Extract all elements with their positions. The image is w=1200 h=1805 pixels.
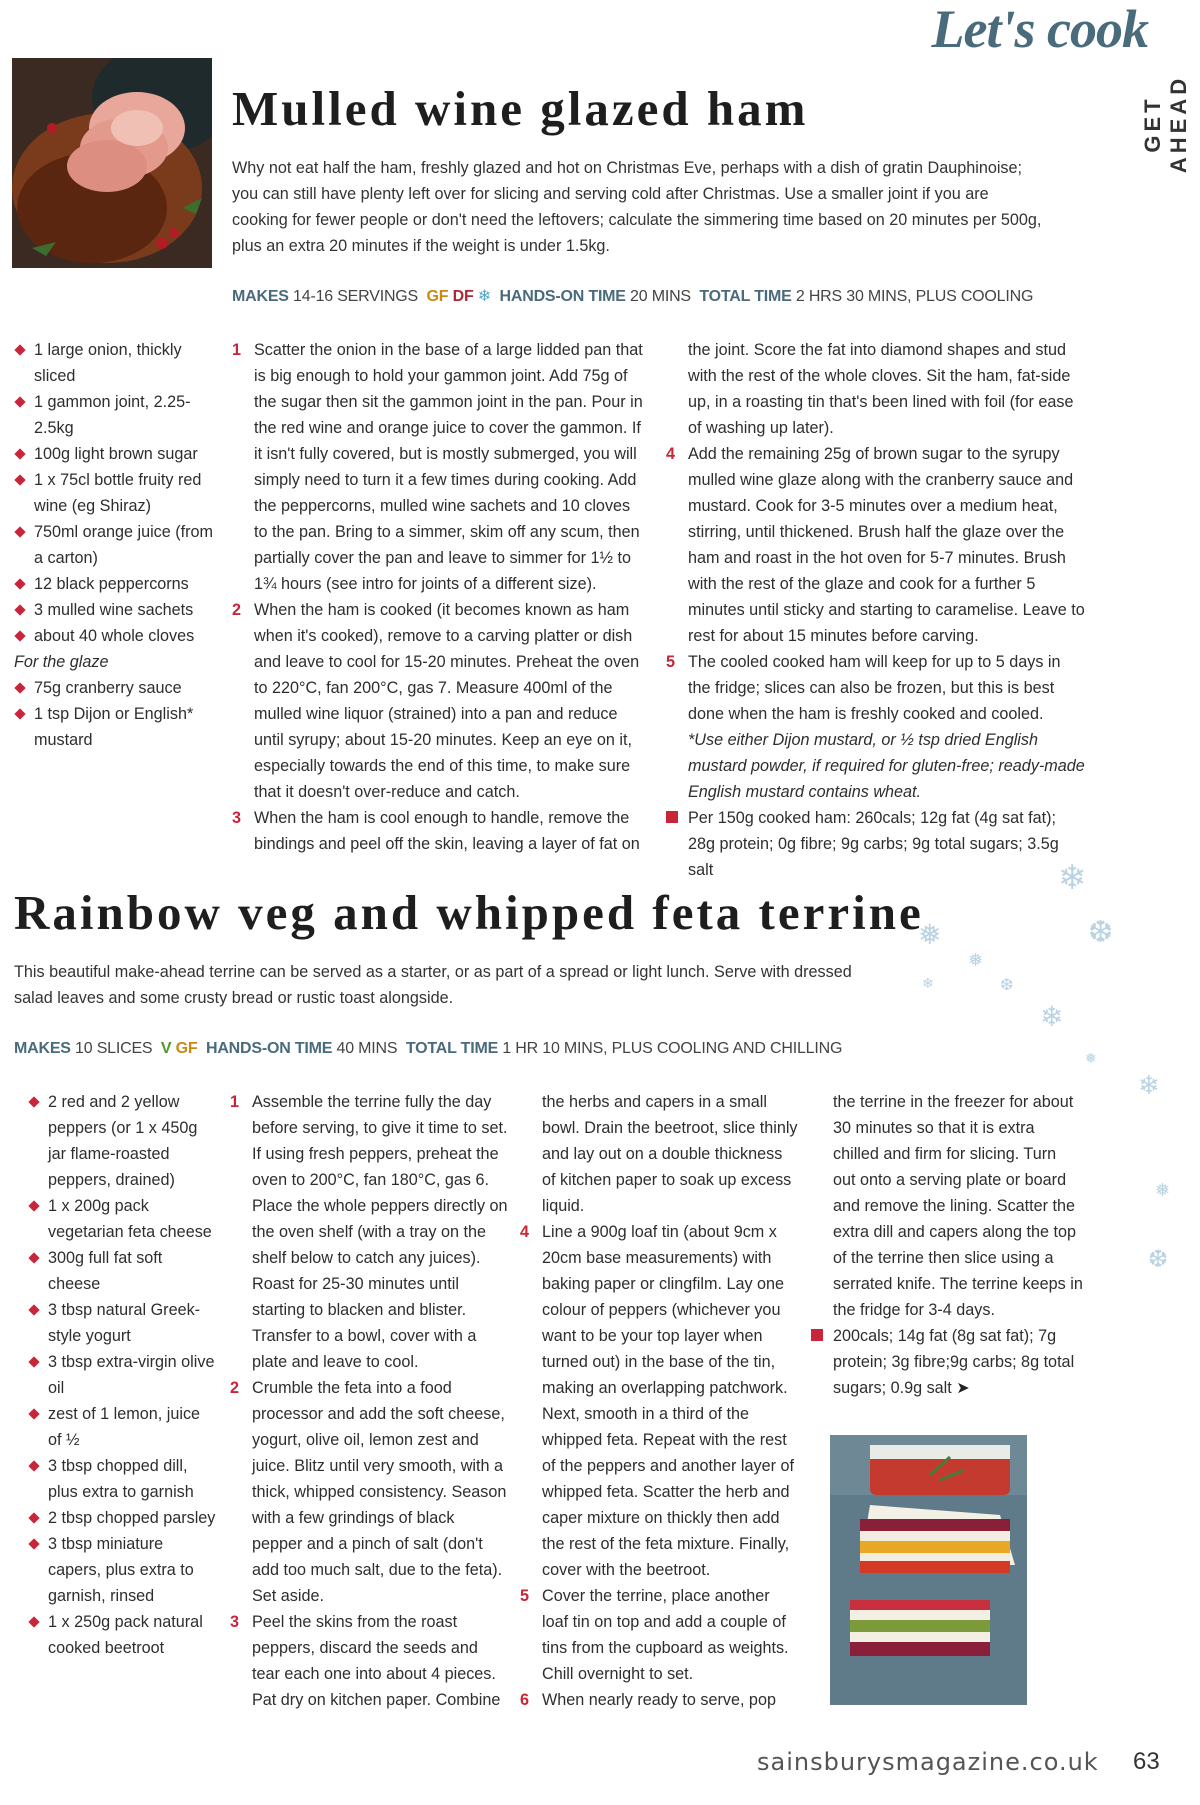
step-text: When the ham is cooked (it becomes known as ham when it's cooked), remove to a carving platter or dish and leave to cool for 15-20 minutes. Preheat the oven to 220°C, fan 200°C, gas 7. Measure 400ml of the mulled wine liquor (strained) into a pan and reduce until syrupy; about 15-20 minutes. Keep an eye on it, especially towards the end of this time, to make sure that it doesn't over-reduce and catch. — [254, 601, 640, 801]
method-step — [230, 1089, 508, 1375]
dairy-free-badge: DF — [452, 288, 474, 305]
recipe1-method-col1 — [232, 337, 644, 857]
nutrition-info — [811, 1323, 1083, 1401]
footer-url: sainsburysmagazine.co.uk — [757, 1748, 1099, 1776]
ingredient-item: 1 tsp Dijon or English* mustard — [14, 701, 214, 753]
recipe2-method-col3 — [811, 1089, 1083, 1401]
magazine-section-brand: Let's cook — [931, 0, 1148, 59]
step-text: The cooled cooked ham will keep for up to 5 days in the fridge; slices can also be frozen, but this is best done when the ham is freshly cooked and cooled. — [688, 653, 1061, 723]
ingredient-item: 1 x 200g pack vegetarian feta cheese — [28, 1193, 218, 1245]
nutrition-text: Per 150g cooked ham: 260cals; 12g fat (4g sat fat); 28g protein; 0g fibre; 9g carbs; 9g total sugars; 3.5g salt — [688, 809, 1059, 879]
method-step — [520, 1583, 798, 1687]
snowflake-decoration-icon: ❅ — [1155, 1180, 1171, 1200]
step-number: 2 — [230, 1379, 240, 1397]
ingredient-item: 750ml orange juice (from a carton) — [14, 519, 214, 571]
nutrition-info — [666, 805, 1086, 883]
recipe2-title: Rainbow veg and whipped feta terrine — [14, 885, 924, 940]
method-steps — [232, 337, 644, 857]
terrine-photo — [830, 1435, 1027, 1705]
nutrition-marker-icon — [811, 1329, 823, 1341]
recipe2-meta — [14, 1040, 842, 1058]
method-step — [232, 597, 644, 805]
ingredient-item: 100g light brown sugar — [14, 441, 214, 467]
ingredient-item: 1 gammon joint, 2.25-2.5kg — [14, 389, 214, 441]
total-time-value: 1 HR 10 MINS, PLUS COOLING AND CHILLING — [502, 1040, 843, 1057]
recipe1-method-col2 — [666, 337, 1086, 883]
ingredient-item: zest of 1 lemon, juice of ½ — [28, 1401, 218, 1453]
gluten-free-badge: GF — [426, 288, 449, 305]
total-time-value: 2 HRS 30 MINS, PLUS COOLING — [795, 288, 1034, 305]
ingredient-item: 1 x 75cl bottle fruity red wine (eg Shiraz) — [14, 467, 214, 519]
recipe1-intro: Why not eat half the ham, freshly glazed and hot on Christmas Eve, perhaps with a dish of gratin Dauphinoise; you can still have plenty left over for slicing and serving cold after Christmas. Use a smaller joint if you are cooking for fewer people or don't need the leftovers; calculate the simmering time based on 20 minutes per 500g, plus an extra 20 minutes if the weight is under 1.5kg. — [232, 159, 1042, 255]
step-number: 4 — [520, 1223, 530, 1241]
hands-on-label: HANDS-ON TIME — [205, 1040, 333, 1057]
hands-on-value: 20 MINS — [630, 288, 691, 305]
snowflake-decoration-icon: ❄ — [1040, 1001, 1064, 1032]
glaze-heading: For the glaze — [14, 653, 109, 671]
ingredient-item: 3 tbsp chopped dill, plus extra to garnish — [28, 1453, 218, 1505]
makes-label: MAKES — [232, 288, 289, 305]
makes-label: MAKES — [14, 1040, 71, 1057]
makes-value: 14-16 SERVINGS — [293, 288, 419, 305]
step-number: 3 — [232, 809, 242, 827]
step-text: Peel the skins from the roast peppers, discard the seeds and tear each one into about 4 pieces. Pat dry on kitchen paper. Combine — [252, 1613, 501, 1709]
gluten-free-badge: GF — [175, 1040, 198, 1057]
section-tag-vertical: GET AHEAD — [1140, 74, 1191, 174]
step-text: Crumble the feta into a food processor and add the soft cheese, yogurt, olive oil, lemon zest and juice. Blitz until very smooth, with a thick, whipped consistency. Season with a few grindings of black pepper and a pinch of salt (don't add too much salt, due to the feta). Set aside. — [252, 1379, 507, 1605]
nutrition-marker-icon — [666, 811, 678, 823]
ingredient-item: 2 red and 2 yellow peppers (or 1 x 450g jar flame-roasted peppers, drained) — [28, 1089, 218, 1193]
step-text: Line a 900g loaf tin (about 9cm x 20cm base measurements) with baking paper or clingfilm. Lay one colour of peppers (whichever you want to be your top layer when turned out) in the base of the tin, making an overlapping patchwork. Next, smooth in a third of the whipped feta. Repeat with the rest of the peppers and another layer of whipped feta. Scatter the herb and caper mixture on thickly then add the rest of the feta mixture. Finally, cover with the beetroot. — [542, 1223, 794, 1579]
snowflake-decoration-icon: ❄ — [1138, 1070, 1160, 1100]
method-step — [666, 441, 1086, 649]
snowflake-decoration-icon: ❅ — [968, 950, 984, 970]
ingredient-item: 1 large onion, thickly sliced — [14, 337, 214, 389]
step-continuation: the joint. Score the fat into diamond shapes and stud with the rest of the whole cloves. Sit the ham, fat-side up, in a roasting tin that's been lined with foil (for ease of washing up later). — [688, 341, 1074, 437]
snowflake-decoration-icon: ❆ — [1088, 916, 1114, 949]
step-number: 1 — [230, 1093, 240, 1111]
step-number: 3 — [230, 1613, 240, 1631]
ingredient-item: 300g full fat soft cheese — [28, 1245, 218, 1297]
snowflake-decoration-icon: ❆ — [1000, 977, 1014, 994]
method-step — [232, 805, 644, 857]
method-step — [230, 1375, 508, 1609]
method-step — [232, 337, 644, 597]
ingredient-item: 3 tbsp extra-virgin olive oil — [28, 1349, 218, 1401]
step-text: Scatter the onion in the base of a large lidded pan that is big enough to hold your gammon joint. Add 75g of the sugar then sit the gammon joint in the pan. Pour in the red wine and orange juice to cover the gammon. If it isn't fully covered, but is mostly submerged, you will simply need to turn it a few times during cooking. Add the peppercorns, mulled wine sachets and 10 cloves to the pan. Bring to a simmer, skim off any scum, then partially cover the pan and leave to simmer for 1½ to 1¾ hours (see intro for joints of a different size). — [254, 341, 643, 593]
method-steps — [520, 1219, 798, 1713]
ingredient-item: about 40 whole cloves — [14, 623, 214, 649]
method-step — [520, 1687, 798, 1713]
step-text: Add the remaining 25g of brown sugar to the syrupy mulled wine glaze along with the cranberry sauce and mustard. Cook for 3-5 minutes over a medium heat, stirring, until thickened. Brush half the glaze over the ham and roast in the hot oven for 5-7 minutes. Brush with the rest of the glaze and cook for a further 5 minutes until sticky and starting to caramelise. Leave to rest for about 15 minutes before carving. — [688, 445, 1085, 645]
ingredient-list — [14, 337, 214, 753]
recipe2-ingredients — [28, 1089, 218, 1661]
ingredient-item: 2 tbsp chopped parsley — [28, 1505, 218, 1531]
hands-on-label: HANDS-ON TIME — [499, 288, 626, 305]
total-time-label: TOTAL TIME — [699, 288, 792, 305]
step-continuation: the herbs and capers in a small bowl. Drain the beetroot, slice thinly and lay out on a double thickness of kitchen paper to soak up excess liquid. — [542, 1093, 798, 1215]
recipe2-intro: This beautiful make-ahead terrine can be served as a starter, or as part of a spread or light lunch. Serve with dressed salad leaves and some crusty bread or rustic toast alongside. — [14, 963, 852, 1007]
ham-photo — [12, 58, 212, 268]
step-number: 1 — [232, 341, 242, 359]
ingredient-item: 75g cranberry sauce — [14, 675, 214, 701]
snowflake-decoration-icon: ❄ — [922, 975, 934, 991]
recipe1-title: Mulled wine glazed ham — [232, 81, 809, 136]
step-number: 5 — [520, 1587, 530, 1605]
step-text: Cover the terrine, place another loaf tin on top and add a couple of tins from the cupboard as weights. Chill overnight to set. — [542, 1587, 789, 1683]
method-step — [666, 649, 1086, 727]
step-number: 4 — [666, 445, 676, 463]
step-number: 2 — [232, 601, 242, 619]
step-number: 5 — [666, 653, 676, 671]
total-time-label: TOTAL TIME — [405, 1040, 499, 1057]
step-text: Assemble the terrine fully the day before serving, to give it time to set. If using fresh peppers, preheat the oven to 200°C, fan 180°C, gas 6. Place the whole peppers directly on the oven shelf (with a tray on the shelf below to catch any juices). Roast for 25-30 minutes until starting to blacken and blister. Transfer to a bowl, cover with a plate and leave to cool. — [252, 1093, 508, 1371]
recipe2-method-col2 — [520, 1089, 798, 1713]
continue-arrow-icon: ➤ — [956, 1379, 970, 1397]
method-step — [520, 1219, 798, 1583]
step-text: When nearly ready to serve, pop — [542, 1691, 776, 1709]
vegetarian-badge: V — [160, 1040, 172, 1057]
step-text: When the ham is cool enough to handle, remove the bindings and peel off the skin, leaving a layer of fat on — [254, 809, 640, 853]
method-step — [230, 1609, 508, 1713]
page-number: 63 — [1133, 1748, 1160, 1775]
ingredient-item: 12 black peppercorns — [14, 571, 214, 597]
recipe2-method-col1 — [230, 1089, 508, 1713]
snowflake-decoration-icon: ❅ — [1085, 1050, 1097, 1066]
snowflake-decoration-icon: ❅ — [918, 919, 942, 950]
snowflake-icon: ❄ — [477, 288, 491, 305]
makes-value: 10 SLICES — [75, 1040, 153, 1057]
ingredient-item: 1 x 250g pack natural cooked beetroot — [28, 1609, 218, 1661]
recipe1-ingredients — [14, 337, 214, 753]
ingredient-item: 3 tbsp miniature capers, plus extra to garnish, rinsed — [28, 1531, 218, 1609]
ingredient-item: 3 mulled wine sachets — [14, 597, 214, 623]
hands-on-value: 40 MINS — [336, 1040, 398, 1057]
recipe1-meta — [232, 286, 1033, 306]
ingredient-item: 3 tbsp natural Greek-style yogurt — [28, 1297, 218, 1349]
method-steps — [666, 441, 1086, 727]
step-continuation: the terrine in the freezer for about 30 minutes so that it is extra chilled and firm for slicing. Turn out onto a serving plate or board and remove the lining. Scatter the extra dill and capers along the top of the terrine then slice using a serrated knife. The terrine keeps in the fridge for 3-4 days. — [833, 1093, 1083, 1319]
mustard-footnote: *Use either Dijon mustard, or ½ tsp dried English mustard powder, if required for gluten-free; ready-made English mustard contains wheat. — [688, 731, 1085, 801]
snowflake-decoration-icon: ❆ — [1148, 1246, 1169, 1273]
method-steps — [230, 1089, 508, 1713]
nutrition-text: 200cals; 14g fat (8g sat fat); 7g protein; 3g fibre;9g carbs; 8g total sugars; 0.9g salt — [833, 1327, 1075, 1397]
snowflake-decoration-icon: ❄ — [1058, 859, 1087, 897]
ingredient-list — [28, 1089, 218, 1661]
step-number: 6 — [520, 1691, 530, 1709]
